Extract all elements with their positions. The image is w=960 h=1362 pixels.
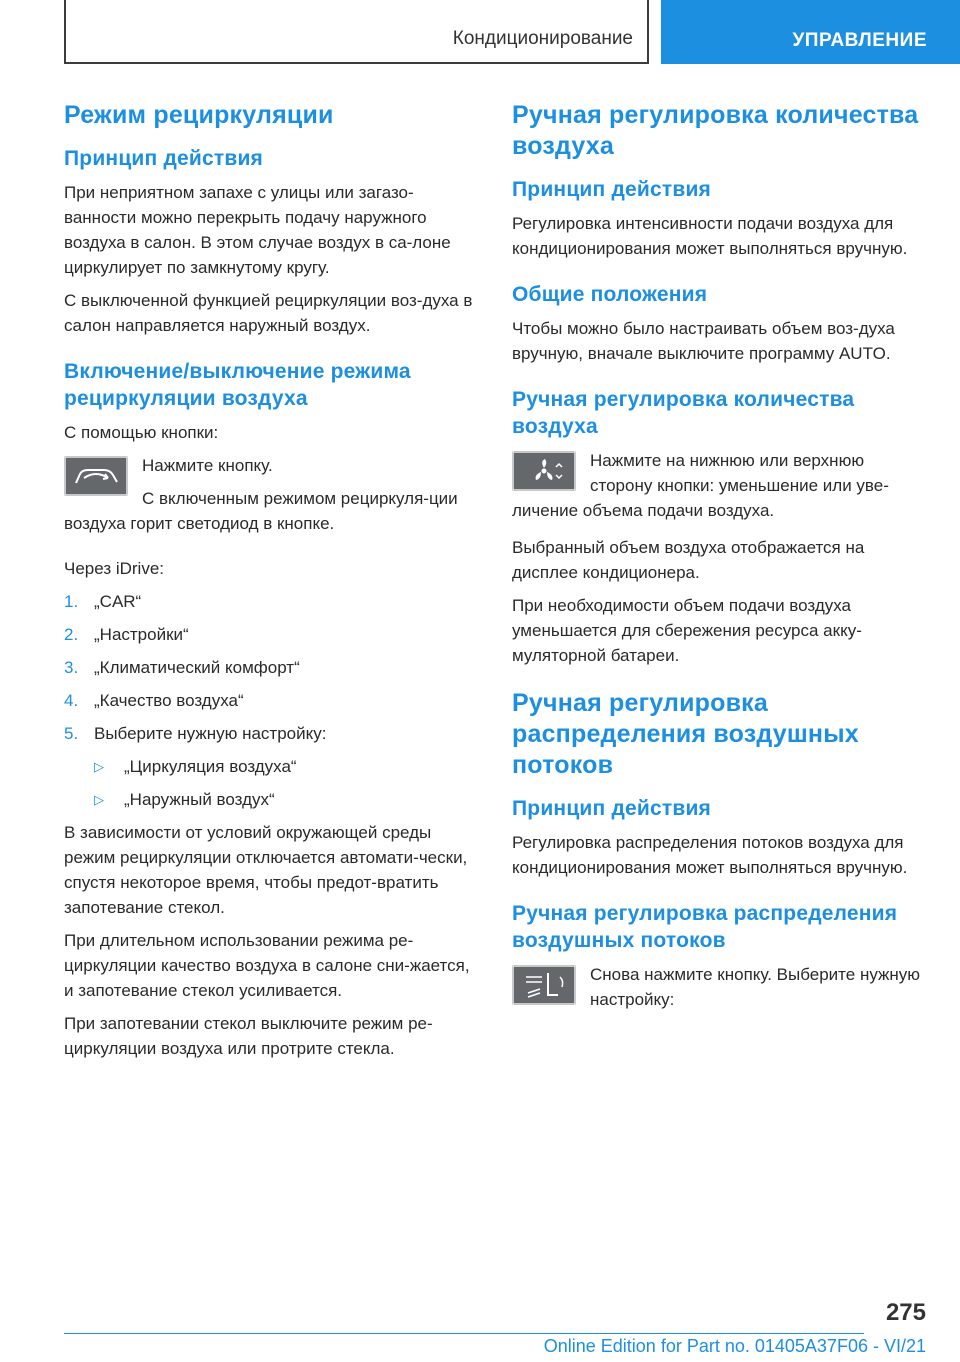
paragraph: При длительном использовании режима ре-циркуляции качество воздуха в салоне сни-жается, и запотевание стекол усиливается. [64, 931, 470, 1000]
air-distribution-icon [512, 965, 576, 1005]
paragraph: В зависимости от условий окружающей среды режим рециркуляции отключается автомати-чески, спустя некоторое время, чтобы предот-вратить запотевание стекол. [64, 823, 468, 917]
paragraph: Через iDrive: [64, 559, 165, 578]
distribution-instruction: Снова нажмите кнопку. Выберите нужную настройку: [590, 965, 921, 1009]
heading-distribution-2: Ручная регулировка распределения воздушных потоков [512, 902, 898, 952]
bullet-icon: ▷ [94, 759, 104, 774]
list-item: 3. „Климатический комфорт“ [64, 658, 300, 677]
header-box [64, 0, 649, 64]
right-column [512, 100, 930, 1024]
option-list [64, 754, 479, 812]
paragraph: Регулировка интенсивности подачи воздуха для кондиционирования может выполняться вручную. [512, 214, 908, 258]
fan-instruction: Нажмите на нижнюю или верхнюю сторону кнопки: уменьшение или уве-личение объема подачи воздуха. [512, 451, 889, 520]
paragraph: Регулировка распределения потоков воздуха для кондиционирования может выполняться вручную. [512, 833, 908, 877]
distribution-button-row [512, 962, 930, 1020]
list-item: 5. Выберите нужную настройку: [64, 724, 327, 743]
heading-manual-amount-2: Ручная регулировка количества воздуха [512, 388, 855, 438]
button-instruction-2: С включенным режимом рециркуля-ции воздуха горит светодиод в кнопке. [64, 489, 458, 533]
paragraph: С выключенной функцией рециркуляции воз-духа в салон направляется наружный воздух. [64, 291, 473, 335]
heading-distribution: Ручная регулировка распределения воздушных потоков [512, 689, 859, 779]
left-column [64, 100, 479, 1069]
section-tab[interactable] [661, 0, 960, 64]
footer-divider [64, 1333, 864, 1334]
recirc-button-row [64, 453, 479, 544]
footer-edition: Online Edition for Part no. 01405A37F06 - VI/21 [543, 1336, 926, 1356]
car-recirculation-icon [64, 456, 128, 496]
fan-button-row [512, 448, 930, 531]
list-item: 1. „CAR“ [64, 592, 142, 611]
fan-speed-icon [512, 451, 576, 491]
heading-general: Общие положения [512, 283, 708, 306]
paragraph: При необходимости объем подачи воздуха уменьшается для сбережения ресурса акку-муляторной батареи. [512, 596, 862, 665]
section-label: УПРАВЛЕНИЕ [792, 30, 927, 51]
list-item: 4. „Качество воздуха“ [64, 691, 244, 710]
heading-manual-amount: Ручная регулировка количества воздуха [512, 101, 919, 160]
idrive-steps [64, 589, 479, 746]
heading-principle: Принцип действия [64, 147, 264, 170]
paragraph: При запотевании стекол выключите режим ре-циркуляции воздуха или протрите стекла. [64, 1014, 433, 1058]
paragraph: Выбранный объем воздуха отображается на дисплее кондиционера. [512, 538, 865, 582]
paragraph: При неприятном запахе с улицы или загазо-ванности можно перекрыть подачу наружного воздуха в салон. В этом случае воздух в са-лоне циркулирует по замкнутому кругу. [64, 183, 451, 277]
bullet-icon: ▷ [94, 792, 104, 807]
paragraph: С помощью кнопки: [64, 423, 219, 442]
list-item: 2. „Настройки“ [64, 625, 189, 644]
page-number: 275 [885, 1299, 926, 1326]
heading-principle: Принцип действия [512, 178, 712, 201]
list-item: ▷ „Наружный воздух“ [64, 787, 479, 812]
paragraph: Чтобы можно было настраивать объем воз-духа вручную, вначале выключите программу AUTO. [512, 319, 895, 363]
heading-onoff: Включение/выключение режима рециркуляции воздуха [64, 360, 411, 410]
button-instruction: Нажмите кнопку. [142, 456, 273, 475]
header-title: Кондиционирование [452, 28, 633, 49]
heading-principle: Принцип действия [512, 797, 712, 820]
list-item: ▷ „Циркуляция воздуха“ [64, 754, 479, 779]
heading-recirculation: Режим рециркуляции [64, 101, 334, 129]
